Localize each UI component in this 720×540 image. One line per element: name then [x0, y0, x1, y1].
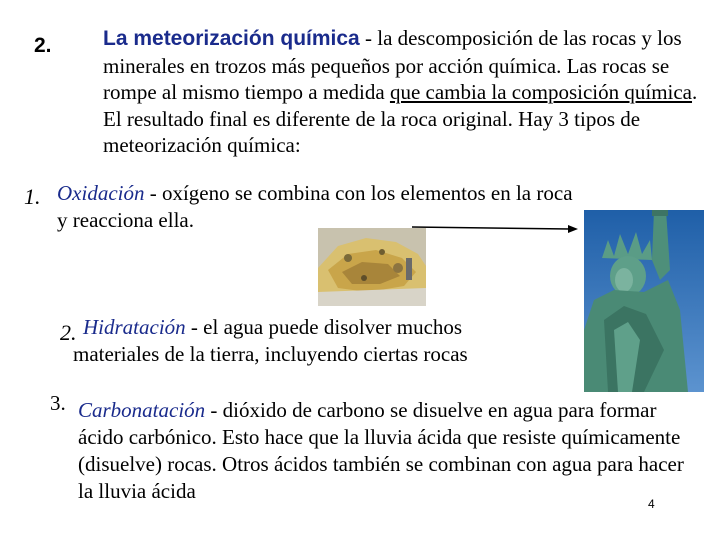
item-text-carbonation: - dióxido de carbono se disuelve en agua para formar ácido carbónico. Esto hace que la lluvia ácida que resiste químicamente (disuelve) rocas. Otros ácidos también se combinan con agua para hacer la lluvia ácida — [78, 398, 684, 503]
item-text-hydration: - el agua puede disolver muchos materiales de la tierra, incluyendo ciertas rocas — [73, 315, 468, 366]
term-hydration: Hidratación — [83, 315, 186, 339]
intro-text-part2: . El resultado final es diferente de la roca original. Hay 3 tipos de meteorización química: — [103, 80, 698, 157]
item-number-3: 3. — [50, 391, 66, 415]
section-number: 2. — [34, 34, 52, 57]
item-carbonation — [78, 397, 698, 505]
intro-paragraph — [103, 25, 703, 159]
arrow-connector — [412, 222, 578, 236]
oxidized-rock-image — [318, 228, 426, 306]
intro-title: La meteorización química — [103, 27, 360, 50]
intro-text-part1: - la descomposición de las rocas y los minerales en trozos más pequeños por acción química. Las rocas se rompe al mismo tiempo a medida — [103, 26, 682, 104]
intro-underlined-text: que cambia la composición química — [389, 80, 693, 104]
statue-of-liberty-image — [584, 210, 704, 392]
item-hydration — [73, 314, 553, 368]
term-oxidation: Oxidación — [57, 181, 145, 205]
item-text-oxidation: - oxígeno se combina con los elementos en la roca y reacciona ella. — [57, 181, 573, 232]
page-number: 4 — [648, 497, 655, 511]
term-carbonation: Carbonatación — [78, 398, 206, 422]
item-number-1: 1. — [24, 184, 41, 209]
item-number-2: 2. — [60, 320, 77, 345]
